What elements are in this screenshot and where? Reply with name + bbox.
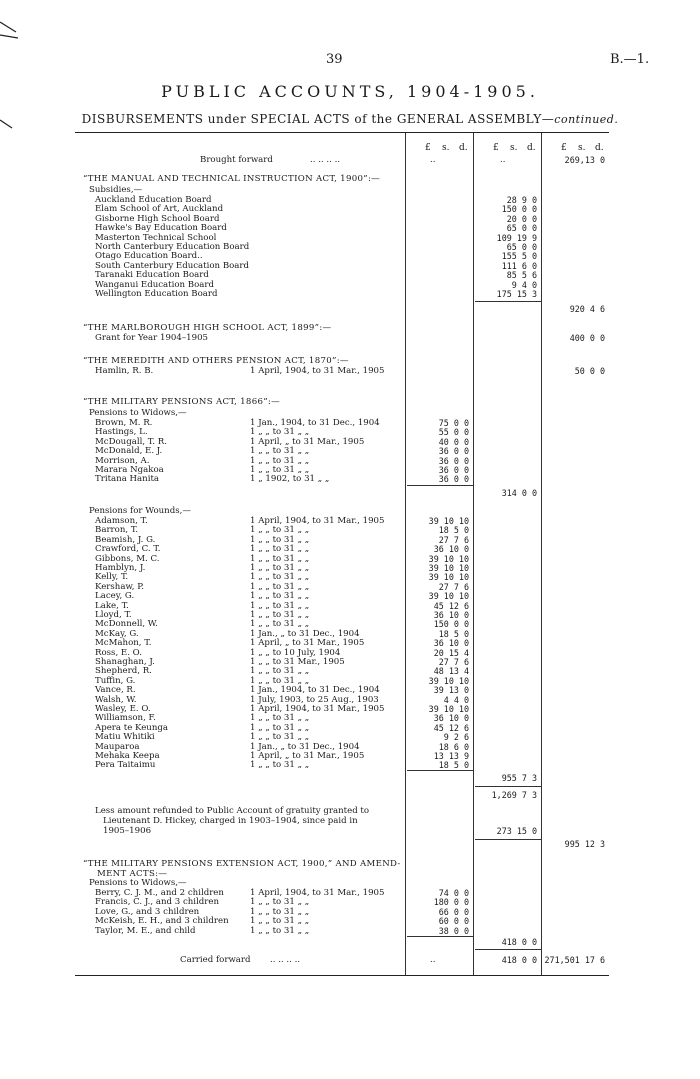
item-period: 1 „ „ to 31 „ „ — [250, 610, 310, 620]
amount-col1: 27 7 6 — [438, 534, 469, 545]
item-name: Wanganui Education Board — [95, 279, 215, 290]
item-period: 1 „ „ to 31 „ „ — [250, 713, 310, 724]
amount-col1: 55 0 0 — [438, 427, 469, 438]
subtotal-row — [75, 790, 609, 801]
amount-col3: 269,13 0 — [564, 155, 605, 165]
item-name: Auckland Education Board — [95, 195, 212, 205]
amount-col1: 48 13 4 — [433, 666, 469, 677]
amount-col1: 4 4 0 — [443, 694, 469, 705]
item-period: 1 „ „ to 31 „ „ — [250, 455, 310, 466]
total-row — [75, 488, 609, 499]
item-name: Matiu Whitiki — [95, 732, 155, 743]
amount-col2: 1,269 7 3 — [491, 790, 537, 800]
item-period: 1 „ „ to 31 „ „ — [250, 544, 310, 555]
item-period: 1 Jan., „ to 31 Dec., 1904 — [250, 628, 360, 639]
item-name: North Canterbury Education Board — [95, 242, 250, 252]
amount-col3: 920 4 6 — [569, 304, 605, 314]
item-name: Tuffin, G. — [95, 675, 136, 686]
amount-col2: 20 0 0 — [506, 213, 537, 224]
total-row — [75, 937, 609, 948]
item-name: McDonald, E. J. — [95, 446, 163, 457]
item-name: Taylor, M. E., and child — [95, 925, 196, 936]
pound-header: £ — [425, 143, 431, 153]
total-rule — [475, 786, 541, 787]
item-name: Pera Taitaimu — [95, 760, 156, 771]
amount-col1: .. — [430, 955, 436, 965]
amount-col1: 36 10 0 — [433, 544, 469, 555]
amount-col1: 39 10 10 — [428, 591, 469, 602]
item-name: Lake, T. — [95, 600, 129, 611]
item-period: 1 „ „ to 31 „ „ — [250, 563, 310, 573]
total-rule — [475, 949, 541, 950]
item-period: 1 „ 1902, to 31 „ „ — [250, 474, 330, 485]
amount-col1: 39 13 0 — [433, 685, 469, 696]
item-name: Wasley, E. O. — [95, 704, 151, 714]
item-period: 1 „ „ to 31 „ „ — [250, 581, 310, 592]
amount-col1: 39 10 10 — [428, 516, 469, 526]
item-name: Vance, R. — [95, 685, 136, 696]
item-name: Grant for Year 1904–1905 — [95, 333, 209, 343]
amount-col1: 36 0 0 — [438, 465, 469, 475]
amount-col3: 995 12 3 — [564, 839, 605, 849]
shilling-header: s. — [578, 143, 586, 153]
item-name: Barron, T. — [95, 525, 139, 536]
item-period: 1 April, „ to 31 Mar., 1905 — [250, 638, 365, 649]
leader-dots: .. .. .. .. — [270, 955, 301, 965]
amount-col1: 75 0 0 — [438, 418, 469, 428]
item-period: 1 April, 1904, to 31 Mar., 1905 — [250, 888, 385, 898]
pence-header: d. — [459, 143, 468, 153]
amount-col1: 40 0 0 — [438, 436, 469, 447]
amount-col1: 9 2 6 — [443, 732, 469, 743]
amount-col2: .. — [500, 155, 506, 165]
shilling-header: s. — [442, 143, 450, 153]
amount-col1: 45 12 6 — [433, 600, 469, 611]
amount-col2: 314 0 0 — [501, 488, 537, 498]
item-name: McDonnell, W. — [95, 619, 158, 630]
amount-col2: 175 15 3 — [496, 289, 537, 299]
amount-col1: 18 5 0 — [438, 628, 469, 639]
item-name: Lacey, G. — [95, 591, 135, 602]
amount-col2: 65 0 0 — [506, 242, 537, 252]
item-period: 1 „ „ to 31 „ „ — [250, 465, 310, 475]
item-name: Brown, M. R. — [95, 418, 153, 428]
pound-header: £ — [561, 143, 567, 153]
act-heading: “THE MILITARY PENSIONS ACT, 1866”:— — [83, 397, 281, 407]
amount-col1: 18 5 0 — [438, 760, 469, 771]
item-name: Walsh, W. — [95, 694, 137, 705]
item-name: Shanaghan, J. — [95, 657, 155, 667]
section-subheading: Pensions to Widows,— — [89, 878, 187, 888]
subtitle-text: DISBURSEMENTS under SPECIAL ACTS of the GENERAL ASSEMBLY— — [81, 112, 555, 126]
item-name: Gisborne High School Board — [95, 213, 220, 224]
item-period: 1 „ „ to 31 Mar., 1905 — [250, 657, 345, 667]
amount-col2: 109 19 9 — [496, 232, 537, 243]
section-subheading: Pensions to Widows,— — [89, 408, 187, 418]
leader-dots: .. .. .. .. — [310, 155, 341, 165]
amount-col2: 418 0 0 — [501, 937, 537, 947]
item-period: 1 „ „ to 31 „ „ — [250, 534, 310, 545]
item-period: 1 April, 1904, to 31 Mar., 1905 — [250, 366, 385, 376]
amount-col1: 60 0 0 — [438, 916, 469, 927]
table-row — [75, 289, 609, 300]
item-period: 1 „ „ to 31 „ „ — [250, 925, 310, 936]
item-period: 1 Jan., 1904, to 31 Dec., 1904 — [250, 685, 380, 696]
total-rule — [407, 770, 473, 771]
act-heading-row — [75, 397, 609, 408]
item-name: Adamson, T. — [95, 516, 148, 526]
amount-col2: 65 0 0 — [506, 223, 537, 234]
item-name: Elam School of Art, Auckland — [95, 204, 224, 215]
margin-mark-icon — [0, 0, 20, 140]
item-period: 1 April, „ to 31 Mar., 1905 — [250, 436, 365, 447]
carried-forward-row — [75, 955, 609, 966]
item-name: Mehaka Keepa — [95, 751, 160, 761]
item-name: McMahon, T. — [95, 638, 152, 649]
item-name: Marara Ngakoa — [95, 465, 164, 475]
item-name: Gibbons, M. C. — [95, 553, 160, 564]
item-period: 1 „ „ to 10 July, 1904 — [250, 647, 341, 658]
item-name: Apera te Keunga — [95, 722, 168, 733]
item-period: 1 „ „ to 31 „ „ — [250, 722, 310, 733]
total-row — [75, 304, 609, 315]
amount-col2: 150 0 0 — [501, 204, 537, 215]
refund-text: Lieutenant D. Hickey, charged in 1903–1904, since paid in — [103, 816, 358, 826]
amount-col2: 418 0 0 — [501, 955, 537, 965]
item-name: Masterton Technical School — [95, 232, 217, 243]
amount-col1: 39 10 10 — [428, 553, 469, 564]
pence-header: d. — [527, 143, 536, 153]
table-row — [75, 366, 609, 377]
item-period: 1 „ „ to 31 „ „ — [250, 732, 310, 743]
amount-col1: 180 0 0 — [433, 897, 469, 908]
amount-col1: 20 15 4 — [433, 647, 469, 658]
refund-text: Less amount refunded to Public Account of gratuity granted to — [95, 806, 370, 816]
total-rule — [407, 485, 473, 486]
amount-col3: 400 0 0 — [569, 333, 605, 343]
amount-col3: 50 0 0 — [574, 366, 605, 376]
item-period: 1 „ „ to 31 „ „ — [250, 572, 310, 583]
item-name: Berry, C. J. M., and 2 children — [95, 888, 224, 898]
item-name: Mauparoa — [95, 741, 140, 752]
amount-col2: 155 5 0 — [501, 251, 537, 262]
item-period: 1 Jan., 1904, to 31 Dec., 1904 — [250, 418, 380, 428]
item-period: 1 „ „ to 31 „ „ — [250, 591, 310, 602]
item-period: 1 „ „ to 31 „ „ — [250, 600, 310, 611]
amount-col1: 39 10 10 — [428, 563, 469, 573]
item-name: Kershaw, P. — [95, 581, 145, 592]
page-title: PUBLIC ACCOUNTS, 1904-1905. — [161, 82, 539, 101]
item-period: 1 „ „ to 31 „ „ — [250, 906, 310, 917]
table-row — [75, 474, 609, 485]
page-subtitle — [0, 112, 700, 126]
amount-col2: 28 9 0 — [506, 195, 537, 205]
item-name: Hastings, L. — [95, 427, 148, 438]
amount-col1: 36 10 0 — [433, 713, 469, 724]
section-subheading: Pensions for Wounds,— — [89, 506, 191, 516]
item-period: 1 „ „ to 31 „ „ — [250, 619, 310, 630]
item-period: 1 April, „ to 31 Mar., 1905 — [250, 751, 365, 761]
item-period: 1 „ „ to 31 „ „ — [250, 427, 310, 438]
item-period: 1 July, 1903, to 25 Aug., 1903 — [250, 694, 379, 705]
act-heading: “THE MILITARY PENSIONS EXTENSION ACT, 1900,” AND AMEND- — [83, 859, 401, 869]
item-name: Love, G., and 3 children — [95, 906, 200, 917]
table-row — [75, 760, 609, 771]
item-period: 1 „ „ to 31 „ „ — [250, 446, 310, 457]
act-heading: “THE MEREDITH AND OTHERS PENSION ACT, 1870”:— — [83, 356, 349, 366]
item-name: Wellington Education Board — [95, 289, 218, 299]
item-name: Taranaki Education Board — [95, 270, 209, 281]
item-name: McDougall, T. R. — [95, 436, 167, 447]
item-period: 1 „ „ to 31 „ „ — [250, 525, 310, 536]
pound-header: £ — [493, 143, 499, 153]
total-row — [75, 839, 609, 850]
table-row — [75, 333, 609, 344]
amount-col1: 36 0 0 — [438, 455, 469, 466]
item-period: 1 „ „ to 31 „ „ — [250, 760, 310, 771]
subtitle-continued: continued. — [554, 113, 619, 126]
item-period: 1 „ „ to 31 „ „ — [250, 916, 310, 927]
act-heading: “THE MANUAL AND TECHNICAL INSTRUCTION ACT, 1900”:— — [83, 174, 381, 184]
item-period: 1 April, 1904, to 31 Mar., 1905 — [250, 516, 385, 526]
page-reference: B.—1. — [610, 52, 650, 67]
amount-col1: 18 5 0 — [438, 525, 469, 536]
amount-col1: 74 0 0 — [438, 888, 469, 898]
brought-forward-label: Brought forward — [200, 155, 273, 165]
item-name: Crawford, C. T. — [95, 544, 161, 555]
item-period: 1 „ „ to 31 „ „ — [250, 675, 310, 686]
item-name: McKay, G. — [95, 628, 139, 639]
table-row — [75, 926, 609, 937]
pence-header: d. — [595, 143, 604, 153]
item-name: Williamson, F. — [95, 713, 156, 724]
item-period: 1 „ „ to 31 „ „ — [250, 666, 310, 677]
item-period: 1 Jan., „ to 31 Dec., 1904 — [250, 741, 360, 752]
item-name: McKeish, E. H., and 3 children — [95, 916, 229, 927]
amount-col1: 13 13 9 — [433, 751, 469, 761]
amount-col1: 45 12 6 — [433, 722, 469, 733]
amount-col2: 85 5 6 — [506, 270, 537, 281]
total-rule — [475, 301, 541, 302]
amount-col1: 36 0 0 — [438, 446, 469, 457]
amount-col2: 9 4 0 — [511, 279, 537, 290]
item-name: Francis, C. J., and 3 children — [95, 897, 220, 908]
item-name: Hamblyn, J. — [95, 563, 146, 573]
accounts-table — [75, 132, 609, 976]
amount-col3: 271,501 17 6 — [544, 955, 605, 965]
item-name: Kelly, T. — [95, 572, 129, 583]
amount-col2: 273 15 0 — [496, 826, 537, 836]
amount-col1: 38 0 0 — [438, 925, 469, 936]
item-period: 1 April, 1904, to 31 Mar., 1905 — [250, 704, 385, 714]
item-name: Morrison, A. — [95, 455, 150, 466]
amount-col1: .. — [430, 155, 436, 165]
item-name: Lloyd, T. — [95, 610, 132, 620]
amount-col1: 36 10 0 — [433, 638, 469, 649]
amount-col1: 36 0 0 — [438, 474, 469, 485]
carried-forward-label: Carried forward — [180, 955, 251, 965]
act-heading-row — [75, 174, 609, 185]
refund-text: 1905–1906 — [103, 826, 152, 836]
amount-col1: 39 10 10 — [428, 704, 469, 714]
item-name: Tritana Hanita — [95, 474, 160, 485]
item-name: Beamish, J. G. — [95, 534, 156, 545]
amount-col1: 36 10 0 — [433, 610, 469, 620]
amount-col1: 39 10 10 — [428, 675, 469, 686]
amount-col1: 27 7 6 — [438, 657, 469, 667]
amount-col1: 150 0 0 — [433, 619, 469, 630]
item-name: Shepherd, R. — [95, 666, 152, 677]
amount-col2: 955 7 3 — [501, 773, 537, 783]
item-name: Ross, E. O. — [95, 647, 142, 658]
act-heading: “THE MARLBOROUGH HIGH SCHOOL ACT, 1899”:— — [83, 323, 332, 333]
shilling-header: s. — [510, 143, 518, 153]
amount-col1: 27 7 6 — [438, 581, 469, 592]
page-number: 39 — [326, 52, 343, 67]
item-name: South Canterbury Education Board — [95, 260, 250, 271]
amount-col1: 66 0 0 — [438, 906, 469, 917]
amount-col1: 18 6 0 — [438, 741, 469, 752]
item-name: Hamlin, R. B. — [95, 366, 154, 376]
item-name: Hawke's Bay Education Board — [95, 223, 227, 234]
amount-col1: 39 10 10 — [428, 572, 469, 583]
section-subheading: Subsidies,— — [89, 185, 143, 195]
item-period: 1 „ „ to 31 „ „ — [250, 553, 310, 564]
total-row — [75, 773, 609, 784]
refund-row — [75, 826, 609, 837]
item-name: Otago Education Board.. — [95, 251, 203, 262]
item-period: 1 „ „ to 31 „ „ — [250, 897, 310, 908]
brought-forward-row — [75, 155, 609, 166]
amount-col2: 111 6 0 — [501, 260, 537, 271]
act-heading: MENT ACTS:— — [97, 869, 168, 879]
